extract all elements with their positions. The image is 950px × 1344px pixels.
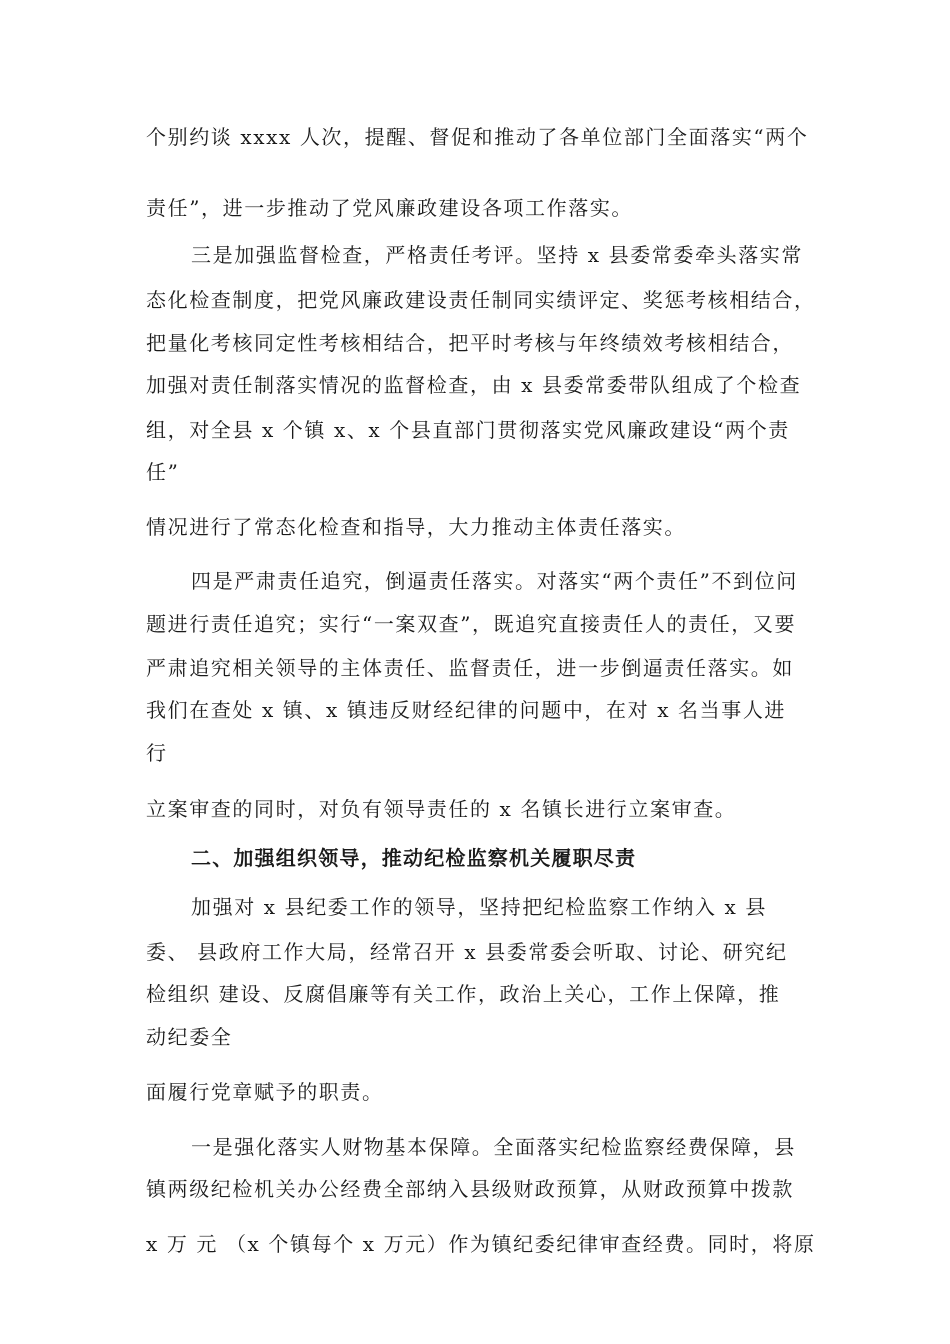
text-line: 镇两级纪检机关办公经费全部纳入县级财政预算，从财政预算中拨款: [146, 1177, 794, 1201]
paragraph-start-line: 一是强化落实人财物基本保障。全面落实纪检监察经费保障，县: [191, 1135, 796, 1159]
text-line: 检组织 建设、反腐倡廉等有关工作，政治上关心，工作上保障，推: [146, 982, 781, 1006]
text-line: 面履行党章赋予的职责。: [146, 1080, 384, 1104]
text-line: 个别约谈 xxxx 人次，提醒、督促和推动了各单位部门全面落实“两个: [146, 125, 809, 149]
text-line: 任”: [146, 460, 180, 484]
text-line: x 万 元 （x 个镇每个 x 万元）作为镇纪委纪律审查经费。同时，将原: [146, 1232, 816, 1256]
text-line: 把量化考核同定性考核相结合，把平时考核与年终绩效考核相结合，: [146, 331, 794, 355]
text-line: 行: [146, 741, 168, 765]
section-heading: 二、加强组织领导，推动纪检监察机关履职尽责: [191, 846, 637, 870]
text-line: 严肃追究相关领导的主体责任、监督责任，进一步倒逼责任落实。如: [146, 656, 794, 680]
text-line: 情况进行了常态化检查和指导，大力推动主体责任落实。: [146, 515, 686, 539]
text-line: 态化检查制度，把党风廉政建设责任制同实绩评定、奖惩考核相结合，: [146, 288, 816, 312]
paragraph-start-line: 加强对 x 县纪委工作的领导，坚持把纪检监察工作纳入 x 县: [191, 895, 767, 919]
text-line: 责任”，进一步推动了党风廉政建设各项工作落实。: [146, 196, 634, 220]
paragraph-start-line: 三是加强监督检查，严格责任考评。坚持 x 县委常委牵头落实常: [191, 243, 803, 267]
text-line: 组，对全县 x 个镇 x、x 个县直部门贯彻落实党风廉政建设“两个责: [146, 418, 790, 442]
text-line: 动纪委全: [146, 1025, 233, 1049]
paragraph-start-line: 四是严肃责任追究，倒逼责任落实。对落实“两个责任”不到位问: [191, 569, 798, 593]
text-line: 委、 县政府工作大局，经常召开 x 县委常委会听取、讨论、研究纪: [146, 940, 788, 964]
text-line: 加强对责任制落实情况的监督检查，由 x 县委常委带队组成了个检查: [146, 373, 802, 397]
text-line: 立案审查的同时，对负有领导责任的 x 名镇长进行立案审查。: [146, 797, 737, 821]
text-line: 题进行责任追究；实行“一案双查”，既追究直接责任人的责任，又要: [146, 612, 797, 636]
text-line: 我们在查处 x 镇、x 镇违反财经纪律的问题中，在对 x 名当事人进: [146, 698, 787, 722]
